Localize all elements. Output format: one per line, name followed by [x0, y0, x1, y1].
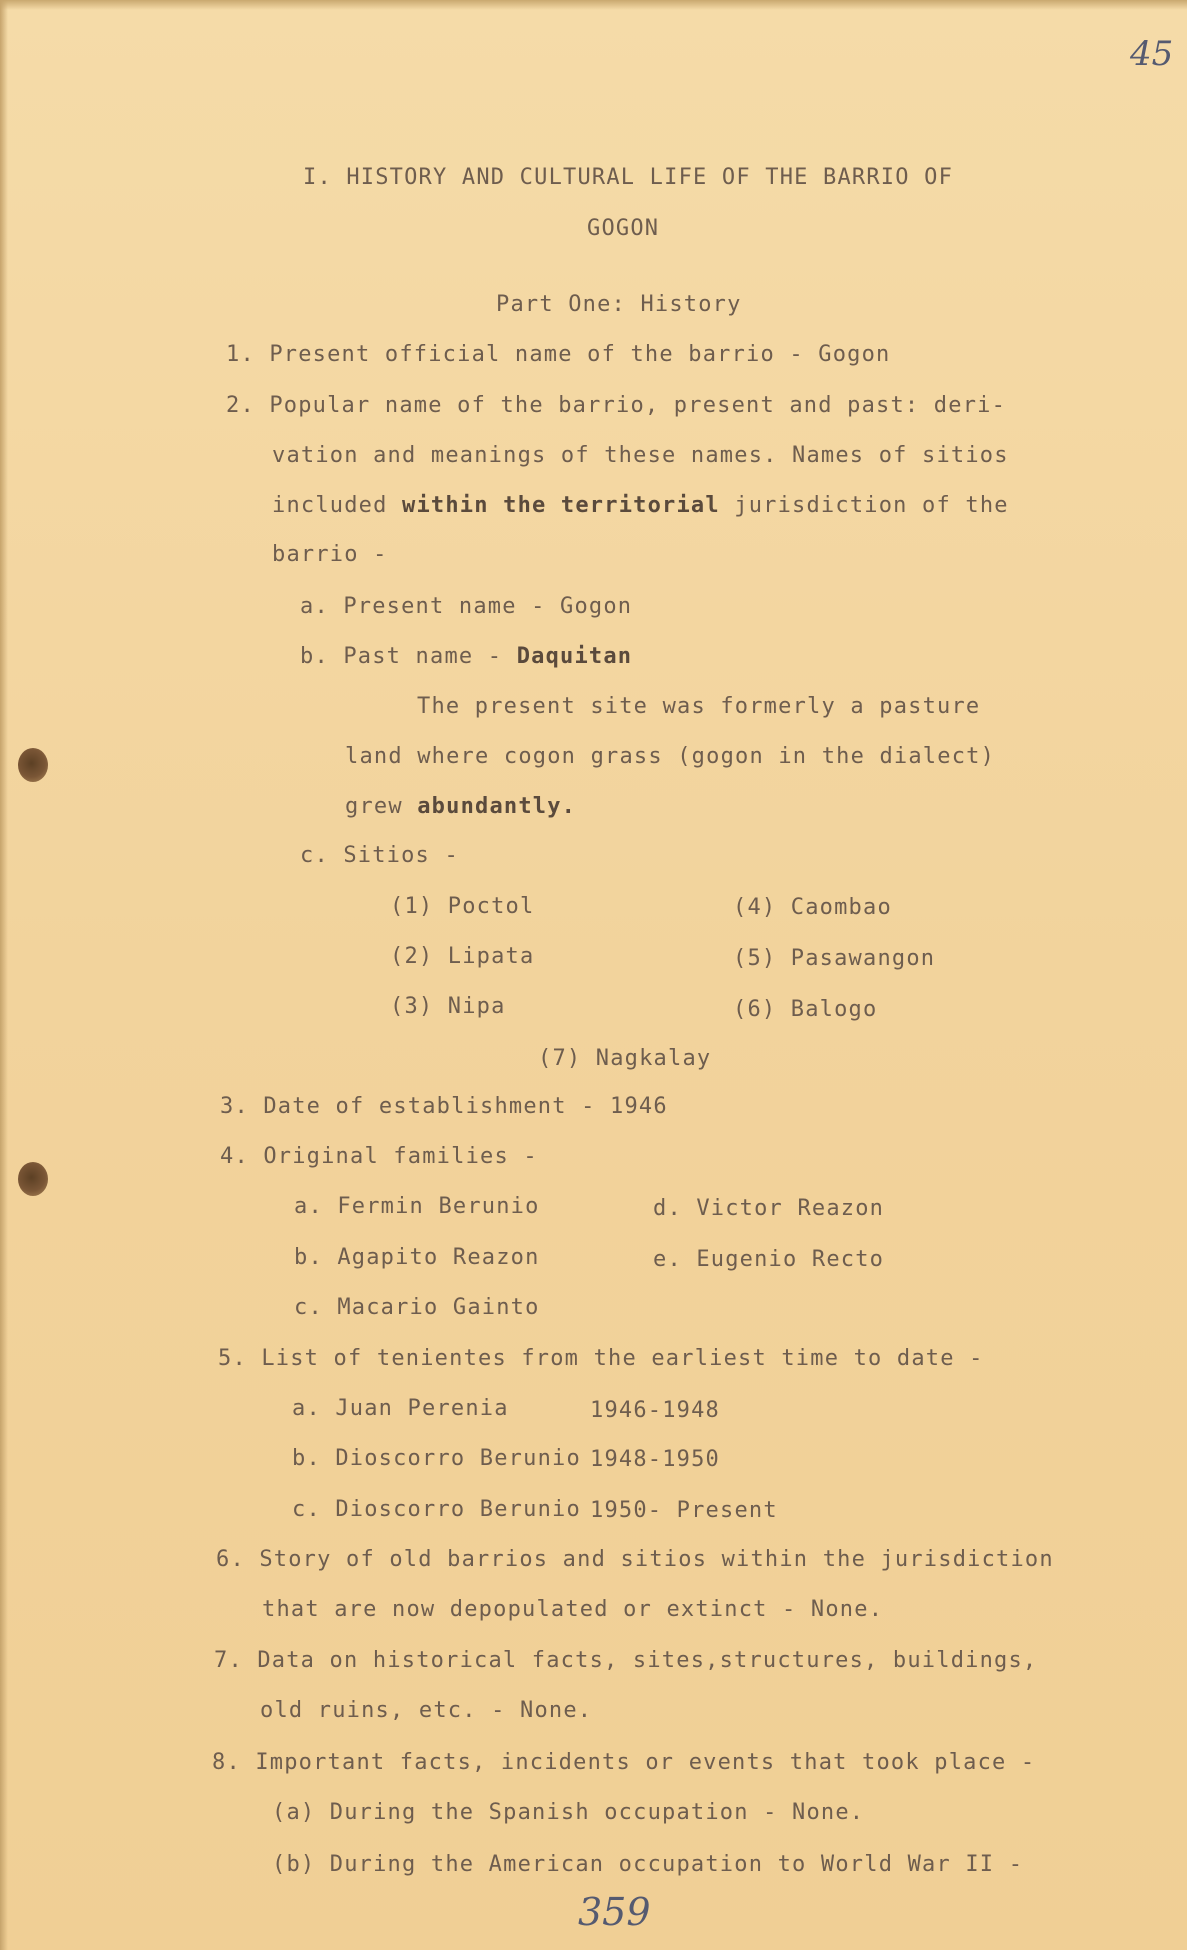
item-4-heading: 4. Original families -: [220, 1144, 538, 1169]
family-list-item: e. Eugenio Recto: [653, 1247, 885, 1272]
item-8-b: (b) During the American occupation to World War II -: [272, 1852, 1024, 1877]
item-2-line-3: [272, 493, 1009, 518]
item-2-desc-3-bold: abundantly.: [417, 794, 577, 819]
family-list-item: a. Fermin Berunio: [294, 1194, 540, 1219]
item-7-line-1: 7. Data on historical facts, sites,structures, buildings,: [214, 1648, 1038, 1673]
part-heading: Part One: History: [496, 292, 742, 317]
teniente-term: 1948-1950: [590, 1447, 721, 1472]
sitio-list-item: (7) Nagkalay: [538, 1046, 712, 1071]
item-2-desc-3-prefix: grew: [345, 794, 418, 819]
sitio-list-item: (4) Caombao: [733, 895, 892, 920]
item-2-line-2: vation and meanings of these names. Names of sitios: [272, 443, 1009, 468]
family-list-item: c. Macario Gainto: [294, 1295, 540, 1320]
item-8-line-1: 8. Important facts, incidents or events that took place -: [212, 1750, 1036, 1775]
item-7-line-2: old ruins, etc. - None.: [260, 1698, 593, 1723]
punch-hole-icon: [18, 1162, 48, 1196]
teniente-term: 1946-1948: [590, 1398, 721, 1423]
item-2-a: a. Present name - Gogon: [300, 594, 633, 619]
paper-left-edge: [0, 0, 8, 1950]
punch-hole-icon: [18, 748, 48, 782]
item-2-c: c. Sitios -: [300, 843, 459, 868]
item-2-line-1: 2. Popular name of the barrio, present and past: deri-: [226, 393, 1007, 418]
sitio-list-item: (1) Poctol: [390, 894, 535, 919]
title-line-2: GOGON: [587, 216, 660, 241]
family-list-item: d. Victor Reazon: [653, 1196, 885, 1221]
item-2-b-prefix: b. Past name -: [300, 644, 517, 669]
item-2-desc-3: [345, 794, 576, 819]
teniente-term: 1950- Present: [590, 1498, 778, 1523]
page-number: 45: [1130, 34, 1174, 74]
title-line-1: I. HISTORY AND CULTURAL LIFE OF THE BARRIO OF: [303, 165, 954, 190]
teniente-name: a. Juan Perenia: [292, 1396, 509, 1421]
paper-top-edge: [0, 0, 1187, 10]
item-5-heading: 5. List of tenientes from the earliest time to date -: [218, 1346, 984, 1371]
item-1: 1. Present official name of the barrio - Gogon: [226, 342, 891, 367]
item-8-a: (a) During the Spanish occupation - None.: [272, 1800, 865, 1825]
item-2-desc-1: The present site was formerly a pasture: [417, 694, 981, 719]
family-list-item: b. Agapito Reazon: [294, 1245, 540, 1270]
item-3: 3. Date of establishment - 1946: [220, 1094, 668, 1119]
teniente-name: c. Dioscorro Berunio: [292, 1497, 581, 1522]
item-2-line-3-bold: within the territorial: [402, 493, 720, 518]
item-2-line-4: barrio -: [272, 542, 388, 567]
sitio-list-item: (5) Pasawangon: [733, 946, 936, 971]
teniente-name: b. Dioscorro Berunio: [292, 1446, 581, 1471]
item-2-line-3-a: included: [272, 493, 403, 518]
item-6-line-2: that are now depopulated or extinct - None.: [262, 1597, 884, 1622]
sitio-list-item: (2) Lipata: [390, 944, 535, 969]
item-2-desc-2: land where cogon grass (gogon in the dialect): [345, 744, 996, 769]
item-6-line-1: 6. Story of old barrios and sitios within the jurisdiction: [216, 1547, 1054, 1572]
item-2-b: [300, 644, 632, 669]
item-2-b-name: Daquitan: [516, 644, 633, 669]
footer-number: 359: [578, 1890, 651, 1934]
sitio-list-item: (6) Balogo: [733, 997, 878, 1022]
item-2-line-3-b: jurisdiction of the: [719, 493, 1009, 518]
sitio-list-item: (3) Nipa: [390, 994, 506, 1019]
